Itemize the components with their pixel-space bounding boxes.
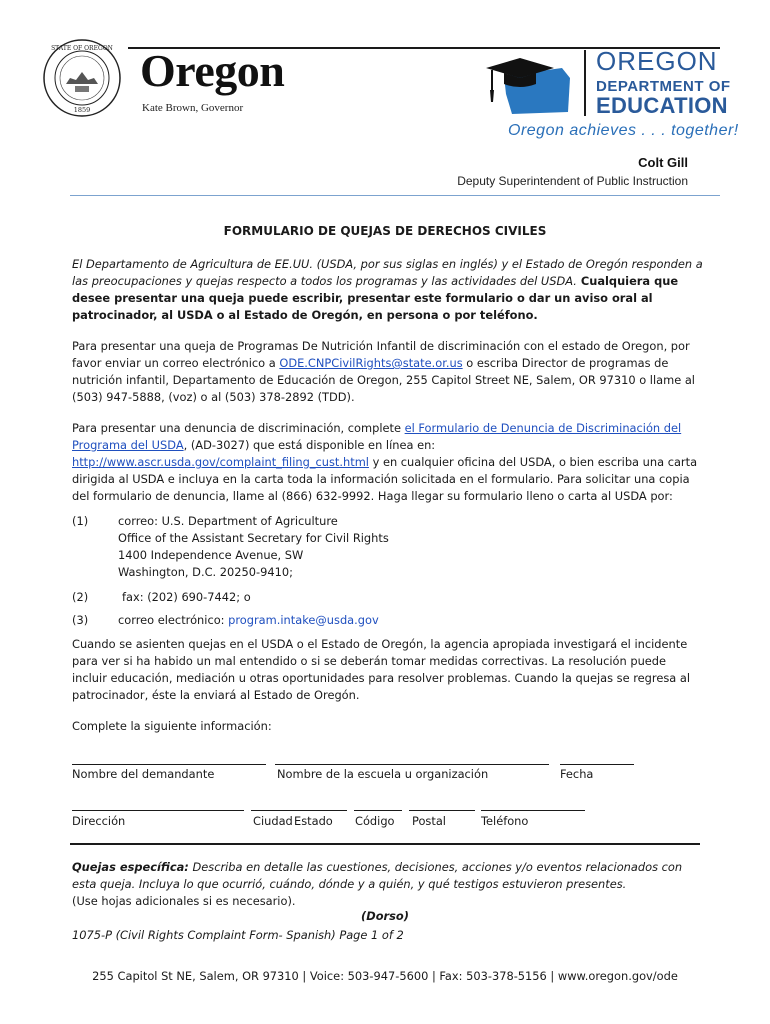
specific-complaint-section	[72, 859, 704, 910]
mail-line: Washington, D.C. 20250-9410;	[118, 565, 293, 579]
ode-education-label: EDUCATION	[596, 93, 728, 118]
additional-sheets-note: (Use hojas adicionales si es necesario).	[72, 894, 296, 908]
ode-oregon-label: OREGON	[596, 46, 718, 76]
date-label: Fecha	[560, 767, 594, 781]
zip-line[interactable]	[409, 810, 475, 811]
phone-line[interactable]	[481, 810, 585, 811]
oregon-wordmark: Oregon	[140, 45, 285, 96]
address-label: Dirección	[72, 814, 126, 828]
date-line[interactable]	[560, 764, 634, 765]
mail-line: Office of the Assistant Secretary for Civil Rights	[118, 531, 389, 545]
official-name: Colt Gill	[638, 155, 688, 170]
para2-before: Para presentar una queja de Programas De Nutrición Infantil de discriminación con el estado de Oregon, por favor enviar un correo electrónico a	[72, 339, 690, 370]
investigation-paragraph: Cuando se asienten quejas en el USDA o el Estado de Oregón, la agencia apropiada investigará el incidente para ver si ha habido un mal entendido o si se deberán tomar medidas correctivas. La resolución puede incluir educación, mediación u otras oportunidades para resolver problemas. Cuando la quejas se regresa al patrocinador, éste la enviará al Estado de Oregón.	[72, 637, 691, 702]
school-name-label: Nombre de la escuela u organización	[277, 767, 489, 781]
complainant-name-label: Nombre del demandante	[72, 767, 215, 781]
postal-label: Postal	[412, 814, 446, 828]
usda-email-link[interactable]: program.intake@usda.gov	[228, 613, 379, 627]
oregon-complaint-paragraph	[72, 338, 704, 406]
mail-line: 1400 Independence Avenue, SW	[118, 548, 304, 562]
section-rule	[70, 843, 700, 845]
usda-complaint-paragraph	[72, 420, 704, 505]
specific-complaint-label: Quejas específica:	[72, 860, 189, 874]
state-line[interactable]	[354, 810, 402, 811]
list-num: (2)	[72, 590, 89, 604]
fax-text: fax: (202) 690-7442; o	[122, 590, 251, 604]
email-prefix: correo electrónico:	[118, 613, 229, 627]
list-num: (1)	[72, 514, 89, 528]
tagline: Oregon achieves . . . together!	[508, 122, 739, 139]
intro-italic: El Departamento de Agricultura de EE.UU. (USDA, por sus siglas en inglés) y el Estado de Oregón responden a las preocupaciones y quejas respecto a todos los programas y las actividades del USDA.	[72, 257, 703, 288]
specific-complaint-text: Describa en detalle las cuestiones, decisiones, acciones y/o eventos relacionados con esta queja. Incluya lo que ocurrió, cuándo, dónde y a quién, y qué testigos estuvieron presentes.	[72, 860, 683, 891]
usda-form-link[interactable]: el Formulario de Denuncia de Discriminación del Programa del USDA	[72, 421, 682, 452]
complete-prompt: Complete la siguiente información:	[72, 719, 272, 733]
ode-email-link[interactable]: ODE.CNPCivilRights@state.or.us	[279, 356, 463, 370]
svg-text:1859: 1859	[73, 106, 91, 114]
footer-contact: 255 Capitol St NE, Salem, OR 97310 | Voice: 503-947-5600 | Fax: 503-378-5156 | www.oregon.gov/ode	[92, 969, 678, 983]
list-num: (3)	[72, 613, 89, 627]
para3-after: y en cualquier oficina del USDA, o bien escriba una carta dirigida al USDA e incluya en la carta toda la información solicitada en el formulario. Para solicitar una copia del formulario de denuncia, llame al (866) 632-9992. Haga llegar su formulario lleno o carta al USDA por:	[72, 455, 698, 503]
form-title: FORMULARIO DE QUEJAS DE DERECHOS CIVILES	[223, 224, 547, 238]
form-identifier: 1075-P (Civil Rights Complaint Form- Spanish) Page 1 of 2	[72, 928, 404, 942]
state-seal-logo	[42, 38, 122, 118]
state-label: Estado	[294, 814, 333, 828]
para2-after: o escriba Director de programas de nutrición infantil, Departamento de Educación de Oregon, 255 Capitol Street NE, Salem, OR 97310 o llame al (503) 947-5888, (voz) o al (503) 378-2892 (TDD).	[72, 356, 695, 404]
reverse-side-label: (Dorso)	[361, 909, 409, 923]
para3-mid: , (AD-3027) que está disponible en línea en:	[183, 438, 436, 452]
school-name-line[interactable]	[275, 764, 549, 765]
intro-bold: Cualquiera que desee presentar una queja puede escribir, presentar este formulario o dar un aviso oral al patrocinador, al USDA o al Estado de Oregón, en persona o por teléfono.	[72, 274, 679, 322]
ode-divider	[584, 50, 586, 116]
para3-before: Para presentar una denuncia de discriminación, complete	[72, 421, 405, 435]
code-label: Código	[355, 814, 395, 828]
header-blue-rule	[70, 195, 720, 196]
address-line[interactable]	[72, 810, 244, 811]
svg-text:STATE OF OREGON: STATE OF OREGON	[51, 45, 113, 52]
intro-paragraph	[72, 256, 704, 324]
complainant-name-line[interactable]	[72, 764, 266, 765]
mail-line: correo: U.S. Department of Agriculture	[118, 514, 338, 528]
city-label: Ciudad	[253, 814, 293, 828]
ode-graduation-cap-logo	[484, 54, 574, 116]
governor-name: Kate Brown, Governor	[142, 102, 244, 114]
phone-label: Teléfono	[481, 814, 529, 828]
ode-department-label: DEPARTMENT OF	[596, 78, 731, 95]
usda-url-link[interactable]: http://www.ascr.usda.gov/complaint_filing_cust.html	[72, 455, 369, 469]
city-line[interactable]	[251, 810, 347, 811]
official-title: Deputy Superintendent of Public Instruction	[457, 174, 688, 188]
